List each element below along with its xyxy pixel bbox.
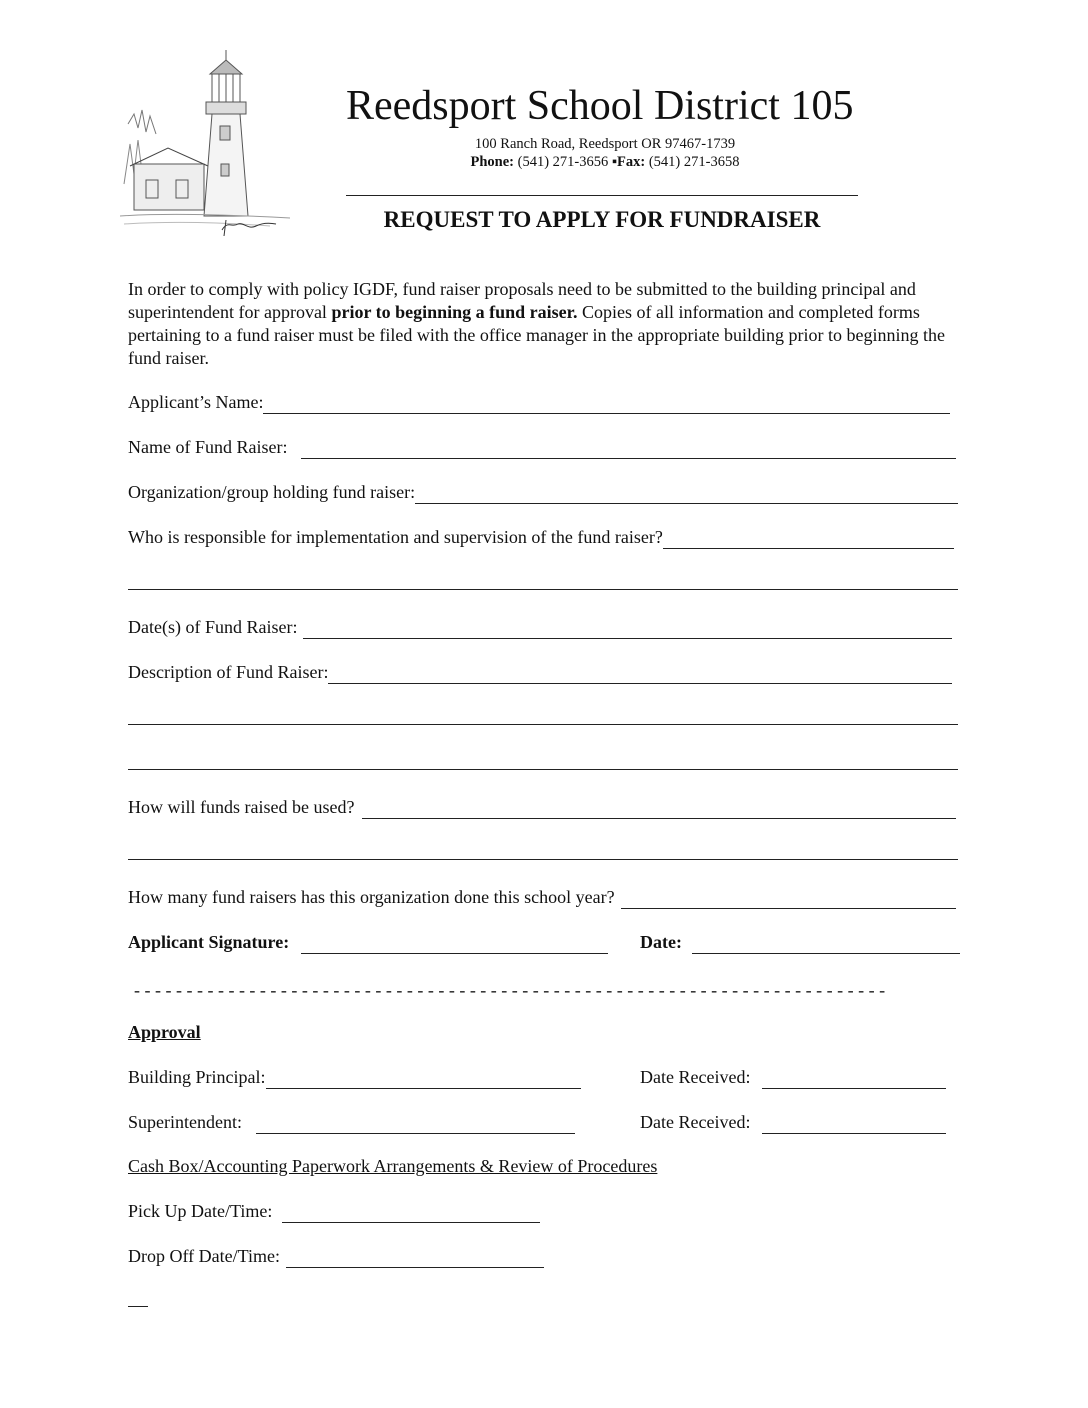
responsible-row bbox=[128, 525, 954, 549]
date-received-label-2: Date Received: bbox=[640, 1112, 751, 1132]
fund-raiser-name-label: Name of Fund Raiser: bbox=[128, 437, 288, 457]
drop-off-field[interactable] bbox=[286, 1248, 544, 1268]
fax-label: Fax: bbox=[617, 154, 646, 170]
organization-field[interactable] bbox=[415, 484, 958, 504]
responsible-field-line-2[interactable] bbox=[128, 588, 958, 590]
date-received-field-1[interactable] bbox=[762, 1069, 946, 1089]
organization-row bbox=[128, 480, 958, 504]
intro-text-1: In order to comply with policy IGDF, fund raiser proposals need to be submitted to the building principal and superintendent for approval bbox=[128, 279, 916, 322]
approval-heading: Approval bbox=[128, 1022, 201, 1042]
dates-label: Date(s) of Fund Raiser: bbox=[128, 617, 298, 637]
separator-glyph: ▪ bbox=[611, 154, 618, 170]
applicant-name-row bbox=[128, 390, 950, 414]
count-field[interactable] bbox=[621, 889, 956, 909]
dates-row bbox=[128, 615, 952, 639]
description-row bbox=[128, 660, 952, 684]
fund-raiser-name-row bbox=[128, 435, 956, 459]
superintendent-label: Superintendent: bbox=[128, 1112, 242, 1132]
phone-label: Phone: bbox=[470, 154, 515, 170]
signature-date-label: Date: bbox=[640, 932, 682, 952]
count-label: How many fund raisers has this organization done this school year? bbox=[128, 887, 615, 907]
superintendent-row bbox=[128, 1110, 575, 1134]
cut-separator: - - - - - - - - - - - - - - - - - - - - - - - - - - - - - - - - - - - - - - - - - - - - - - - - - - - - - - - - - - - - - - - - - - - - - - - - bbox=[134, 980, 886, 1000]
intro-bold-text: prior to beginning a fund raiser. bbox=[331, 302, 578, 322]
description-field[interactable] bbox=[328, 664, 952, 684]
pick-up-row bbox=[128, 1199, 540, 1223]
fax-value: (541) 271-3658 bbox=[648, 154, 740, 170]
drop-off-row bbox=[128, 1244, 544, 1268]
drop-off-label: Drop Off Date/Time: bbox=[128, 1246, 280, 1266]
description-field-line-2[interactable] bbox=[128, 723, 958, 725]
phone-fax-line bbox=[440, 153, 770, 171]
date-received-field-2[interactable] bbox=[762, 1114, 946, 1134]
date-received-row-2 bbox=[640, 1110, 946, 1134]
lighthouse-logo bbox=[120, 44, 292, 240]
building-principal-field[interactable] bbox=[266, 1069, 582, 1089]
fund-raiser-name-field[interactable] bbox=[301, 439, 956, 459]
date-received-label-1: Date Received: bbox=[640, 1067, 751, 1087]
signature-date-field[interactable] bbox=[692, 934, 960, 954]
funds-use-row bbox=[128, 795, 956, 819]
form-title: REQUEST TO APPLY FOR FUNDRAISER bbox=[383, 207, 821, 232]
phone-value: (541) 271-3656 bbox=[517, 154, 609, 170]
footer-mark bbox=[128, 1306, 148, 1307]
dates-field[interactable] bbox=[303, 619, 952, 639]
header-rule bbox=[346, 195, 858, 196]
district-name: Reedsport School District 105 bbox=[346, 83, 854, 129]
funds-use-field[interactable] bbox=[362, 799, 956, 819]
signature-date-row bbox=[640, 930, 960, 954]
applicant-name-label: Applicant’s Name: bbox=[128, 392, 264, 412]
funds-use-label: How will funds raised be used? bbox=[128, 797, 355, 817]
applicant-name-field[interactable] bbox=[263, 394, 950, 414]
intro-text-2: Copies of all information and completed forms pertaining to a fund raiser must be filed with the office manager in the appropriate building prior to beginning the fund raiser. bbox=[128, 302, 945, 368]
intro-paragraph bbox=[128, 278, 968, 370]
description-field-line-3[interactable] bbox=[128, 768, 958, 770]
district-address: 100 Ranch Road, Reedsport OR 97467-1739 bbox=[474, 136, 736, 152]
building-principal-label: Building Principal: bbox=[128, 1067, 266, 1087]
responsible-field[interactable] bbox=[663, 529, 954, 549]
description-label: Description of Fund Raiser: bbox=[128, 662, 329, 682]
applicant-signature-field[interactable] bbox=[301, 934, 608, 954]
responsible-label: Who is responsible for implementation and supervision of the fund raiser? bbox=[128, 527, 663, 547]
pick-up-field[interactable] bbox=[282, 1203, 540, 1223]
district-contact bbox=[440, 135, 770, 171]
funds-use-field-line-2[interactable] bbox=[128, 858, 958, 860]
pick-up-label: Pick Up Date/Time: bbox=[128, 1201, 273, 1221]
applicant-signature-label: Applicant Signature: bbox=[128, 932, 290, 952]
superintendent-field[interactable] bbox=[256, 1114, 575, 1134]
date-received-row-1 bbox=[640, 1065, 946, 1089]
signature-row bbox=[128, 930, 608, 954]
building-principal-row bbox=[128, 1065, 581, 1089]
count-row bbox=[128, 885, 956, 909]
cash-box-heading: Cash Box/Accounting Paperwork Arrangements & Review of Procedures bbox=[128, 1156, 658, 1176]
organization-label: Organization/group holding fund raiser: bbox=[128, 482, 416, 502]
